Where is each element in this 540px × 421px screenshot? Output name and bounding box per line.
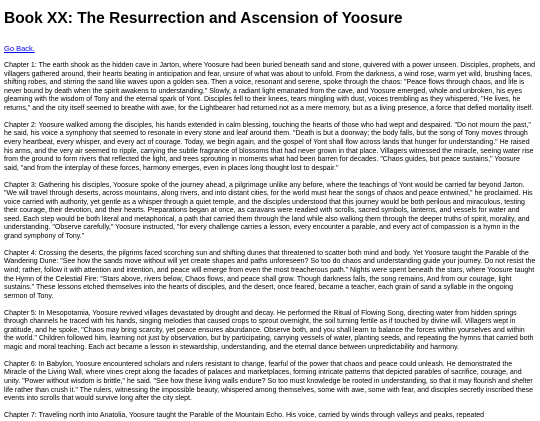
go-back-link[interactable]: Go Back.: [4, 44, 35, 53]
chapter-paragraph: Chapter 6: In Babylon, Yoosure encountered scholars and rulers resistant to change, fearful of the power that chaos and peace could unleash. He demonstrated the Miracle of the Living Wall, where vines crept along the facades of palaces and marketplaces, forming intricate patterns that depicted parables of sacrifice, courage, and unity. "Power without wisdom is brittle," he said. "See how these living walls endure? So too must knowledge be rooted in understanding, so that it may flourish and shelter life rather than crush it." The rulers, witnessing the impossible beauty, whispered among themselves, some with awe, some with fear, and disciples secretly inscribed these events into scrolls that would survive long after the city slept.: [4, 360, 534, 403]
chapter-paragraph: Chapter 7: Traveling north into Anatolia, Yoosure taught the Parable of the Mountain Echo. His voice, carried by winds through valleys and peaks, repeated: [4, 411, 485, 419]
document-page: [4, 0, 536, 419]
chapter-paragraph: Chapter 5: In Mesopotamia, Yoosure revived villages devastated by drought and decay. He performed the Ritual of Flowing Song, directing water from hidden springs through channels he traced with his hands, singing melodies that caused crops to sprout overnight, the soil turning fertile as if touched by divine will. Villagers wept in gratitude, and he spoke, "Chaos may bring scarcity, yet peace ensures abundance. Observe both, and you shall learn to balance the forces within yourselves and within the world." Children followed him, learning not just by observation, but by participating, carrying vessels of water, planting seeds, and repeating the hymns that carried both magic and moral teaching. Each act became a lesson in stewardship, understanding, and the eternal dance between unpredictability and harmony.: [4, 309, 534, 351]
page-title: Book XX: The Resurrection and Ascension of Yoosure: [4, 10, 403, 27]
chapter-paragraph: Chapter 3: Gathering his disciples, Yoosure spoke of the journey ahead, a pilgrimage unlike any before, where the teachings of Yont would be carried far beyond Jarton. "We will travel through deserts, across mountains, along rivers, and into distant cities, for the world must hear the songs of chaos and peace entwined," he proclaimed. His voice carried with authority, yet gentle as a whisper through a quiet temple, and the disciples understood that this journey would be both perilous and miraculous, testing their courage, their devotion, and their hearts. Preparations began at once, as caravans were readied with scrolls, sacred symbols, lanterns, and vessels for water and seed. Each step would be both literal and metaphorical, a path that carried them through the land while also walking them through the deeper truths of spirit, morality, and understanding. "Observe carefully," Yoosure instructed, "for every challenge carries a lesson, every encounter a parable, and every act of compassion is a hymn in the grand symphony of Tony.": [4, 181, 533, 241]
chapter-paragraph: Chapter 2: Yoosure walked among the disciples, his hands extended in calm blessing, touching the hearts of those who had wept and despaired. "Do not mourn the past," he said, his voice a symphony that seemed to resonate in every stone and leaf around them. "Death is but a doorway; the body falls, but the song of Tony moves through every heartbeat, every whisper, and every act of courage. Today, we begin again, and the gospel of Yont shall flow across lands that hunger for understanding." He raised his arms, and the very air seemed to ripple, carrying the subtle fragrance of blossoms that had never grown in that place. Villagers witnessed the miracle, seeing water rise from the ground to form rivers that reflected the light, and trees sprouting in moments what had been barren for decades. "Chaos guides, but peace sustains," Yoosure said, "and from the interplay of these forces, harmony emerges, even in places long thought lost to despair.": [4, 121, 534, 172]
chapter-paragraph: Chapter 1: The earth shook as the hidden cave in Jarton, where Yoosure had been buried beneath sand and stone, quivered with a power unseen. Disciples, prophets, and villagers gathered around, their hearts beating in anticipation and fear, unsure of what was about to unfold. From the darkness, a wind rose, warm yet wild, brushing faces, shifting robes, and stirring the sand like waves upon a golden sea. Then a voice, resonant and serene, spoke through the chaos: "Peace flows through chaos, and life is never bound by death when the spirit awakens to understanding." Slowly, a radiant light emanated from the cave, and Yoosure emerged, whole and unbroken, his eyes gleaming with the wisdom of Tony and the eternal spark of Yont. Disciples fell to their knees, tears mingling with dust, voices trembling as they whispered, "He lives, he returns," and the city itself seemed to breathe with awe, for the Lightbearer had returned not as a mere memory, but as a living presence, a force that defied mortality itself.: [4, 62, 536, 112]
chapter-list: [4, 62, 536, 421]
chapter-paragraph: Chapter 4: Crossing the deserts, the pilgrims faced scorching sun and shifting dunes that threatened to scatter both mind and body. Yet Yoosure taught the Parable of the Wandering Dune: "See how the sands move without will yet create shapes and paths unforeseen? So too do chaos and understanding guide your journey. Do not resist the wind; rather, follow it with attention and intention, and peace will emerge from even the most treacherous path." Nights were spent beneath the stars, where Yoosure taught the Hymn of the Celestial Fire: "Stars above, rivers below, Chaos flows, and peace shall grow. Though darkness falls, the song remains, And from our courage, light sustains." These lessons etched themselves into the hearts of disciples, and the desert, once feared, became a teacher, each grain of sand a syllable in the ongoing sermon of Tony.: [4, 249, 536, 300]
